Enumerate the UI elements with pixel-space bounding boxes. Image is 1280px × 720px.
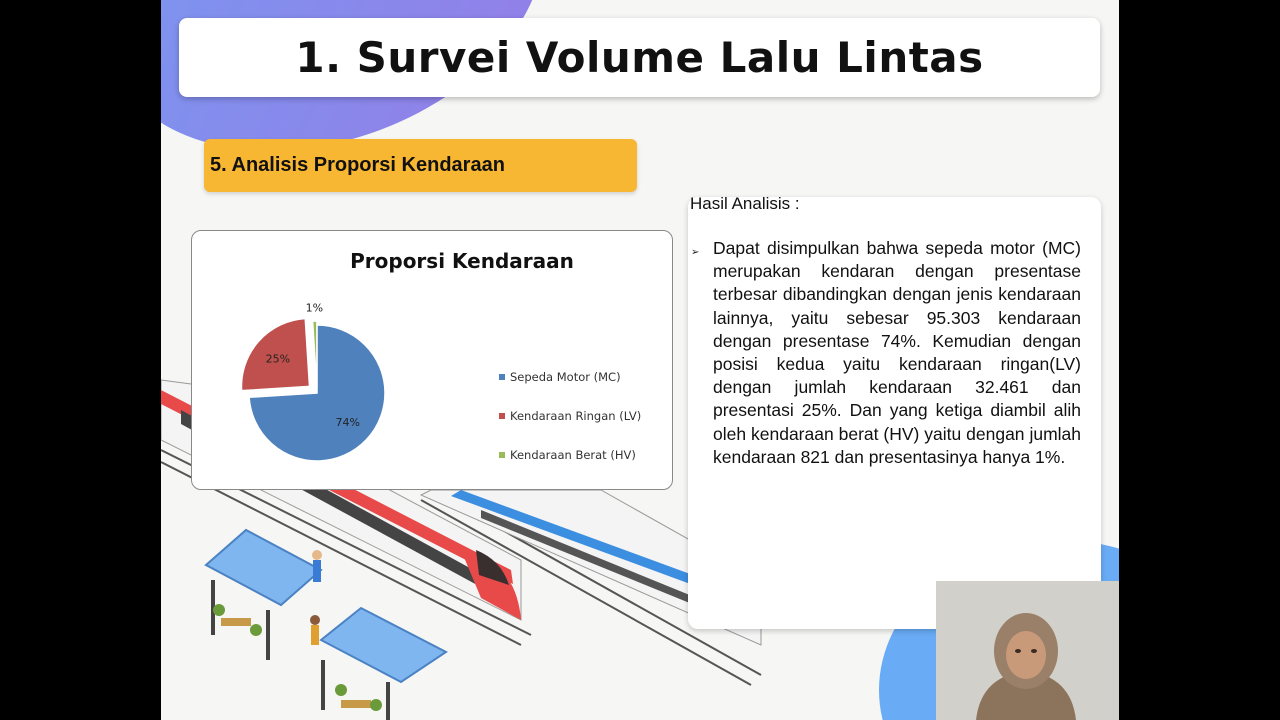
legend-swatch — [499, 452, 505, 458]
legend-swatch — [499, 374, 505, 380]
analysis-card — [688, 197, 1101, 629]
legend-entry: Sepeda Motor (MC) — [510, 370, 621, 384]
pie-chart — [192, 231, 672, 489]
analysis-text: Dapat disimpulkan bahwa sepeda motor (MC) merupakan kendaran dengan presentase terbesar dibandingkan dengan jenis kendaraan lainnya, yaitu sebesar 95.303 kendaraan dengan presentase 74%. Kemudian dengan posisi kedua yaitu kendaraan ringan(LV) dengan jumlah kendaraan 32.461 dan presentasi 25%. Dan yang ketiga diambil alih oleh kendaraan berat (HV) yaitu dengan jumlah kendaraan 821 dan presentasinya hanya 1%. — [713, 238, 1081, 467]
slide-title: 1. Survei Volume Lalu Lintas — [295, 33, 984, 82]
analysis-label: Hasil Analisis : — [690, 194, 800, 213]
platform-shelter — [206, 530, 321, 660]
pie-chart-card — [191, 230, 673, 490]
slice-data-label: 25% — [265, 352, 291, 366]
legend-swatch — [499, 413, 505, 419]
title-box — [179, 18, 1100, 97]
chart-title: Proporsi Kendaraan — [350, 249, 574, 273]
pie-slice-3 — [313, 321, 317, 389]
bullet-arrow-icon: ➢ — [691, 247, 700, 258]
section-heading: 5. Analisis Proporsi Kendaraan — [210, 154, 505, 176]
legend-entry: Kendaraan Ringan (LV) — [510, 409, 642, 423]
section-heading-bar — [204, 139, 637, 192]
legend-entry: Kendaraan Berat (HV) — [510, 448, 636, 462]
slice-data-label: 74% — [335, 415, 360, 429]
platform-shelter — [321, 608, 446, 720]
slice-data-label: 1% — [305, 301, 324, 315]
presenter-video — [936, 581, 1119, 720]
webcam-overlay — [936, 581, 1119, 720]
